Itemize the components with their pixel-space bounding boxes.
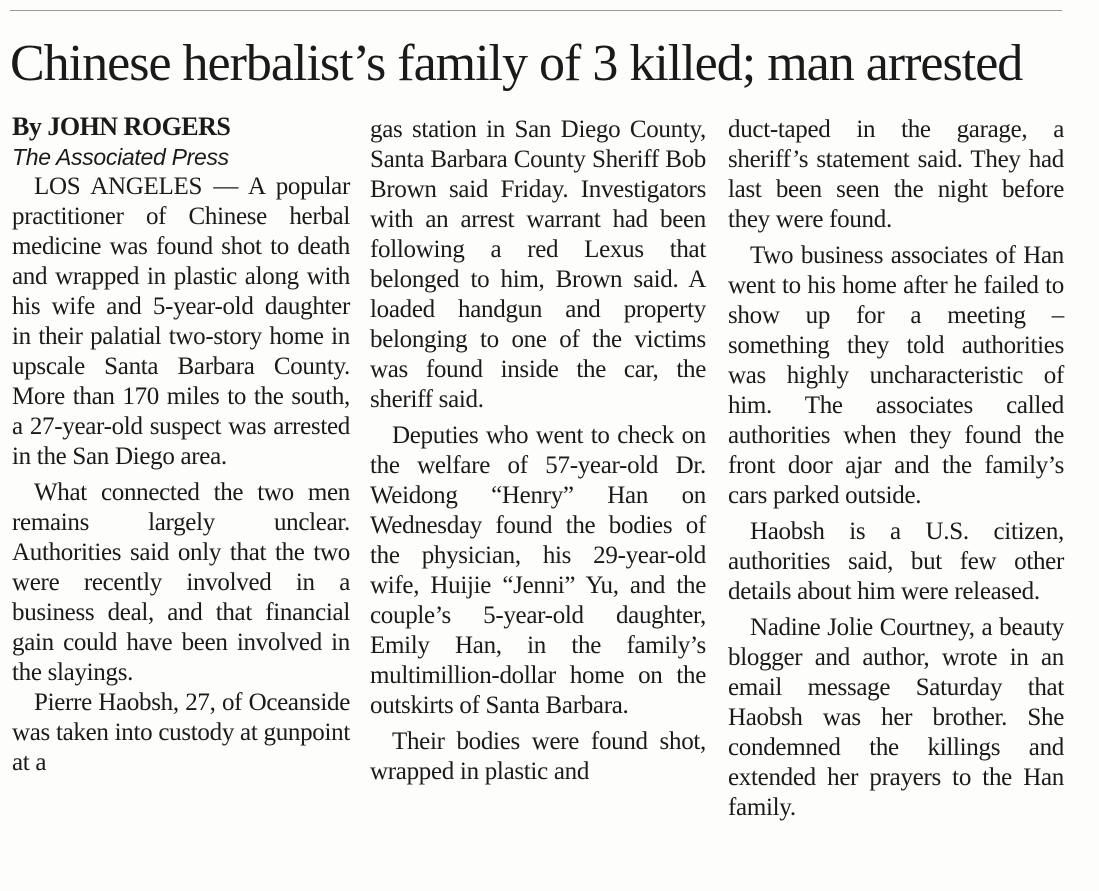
paragraph-2: What connected the two men remains largely unclear. Authorities said only that the two were recently involved in a business deal, and that financial gain could have been involved in the slayings. bbox=[12, 479, 350, 686]
paragraph-4: Deputies who went to check on the welfare of 57-year-old Dr. Weidong “Henry” Han on Wednesday found the bodies of the physician, his 29-year-old wife, Huijie “Jenni” Yu, and the couple’s 5-year-old daughter, Emily Han, in the family’s multimillion-dollar home on the outskirts of Santa Barbara. bbox=[370, 422, 706, 719]
paragraph-3-continued: gas station in San Diego County, Santa Barbara County Sheriff Bob Brown said Friday. Investigators with an arrest warrant had been following a red Lexus that belonged to him, Brown said. A loaded handgun and property belonging to one of the victims was found inside the car, the sheriff said. bbox=[370, 116, 706, 413]
paragraph-7: Haobsh is a U.S. citizen, authorities said, but few other details about him were released. bbox=[728, 518, 1064, 605]
column-2 bbox=[370, 115, 706, 787]
paragraph-5: Their bodies were found shot, wrapped in plastic and bbox=[370, 728, 706, 785]
paragraph-6: Two business associates of Han went to his home after he failed to show up for a meeting – something they told authorities was highly uncharacteristic of him. The associates called authorities when they found the front door ajar and the family’s cars parked outside. bbox=[728, 242, 1064, 509]
paragraph-3: Pierre Haobsh, 27, of Oceanside was taken into custody at gunpoint at a bbox=[12, 689, 350, 776]
top-rule bbox=[10, 10, 1062, 11]
column-3 bbox=[728, 115, 1064, 823]
headline: Chinese herbalist’s family of 3 killed; man arrested bbox=[10, 35, 1023, 92]
paragraph-1: LOS ANGELES — A popular practitioner of Chinese herbal medicine was found shot to death and wrapped in plastic along with his wife and 5-year-old daughter in their palatial two-story home in upscale Santa Barbara County. More than 170 miles to the south, a 27-year-old suspect was arrested in the San Diego area. bbox=[12, 173, 350, 470]
paragraph-8: Nadine Jolie Courtney, a beauty blogger and author, wrote in an email message Saturday that Haobsh was her brother. She condemned the killings and extended her prayers to the Han family. bbox=[728, 614, 1064, 821]
agency: The Associated Press bbox=[12, 144, 229, 170]
paragraph-5-continued: duct-taped in the garage, a sheriff’s statement said. They had last been seen the night before they were found. bbox=[728, 116, 1064, 233]
byline: By JOHN ROGERS bbox=[12, 112, 231, 141]
column-1 bbox=[12, 112, 350, 778]
